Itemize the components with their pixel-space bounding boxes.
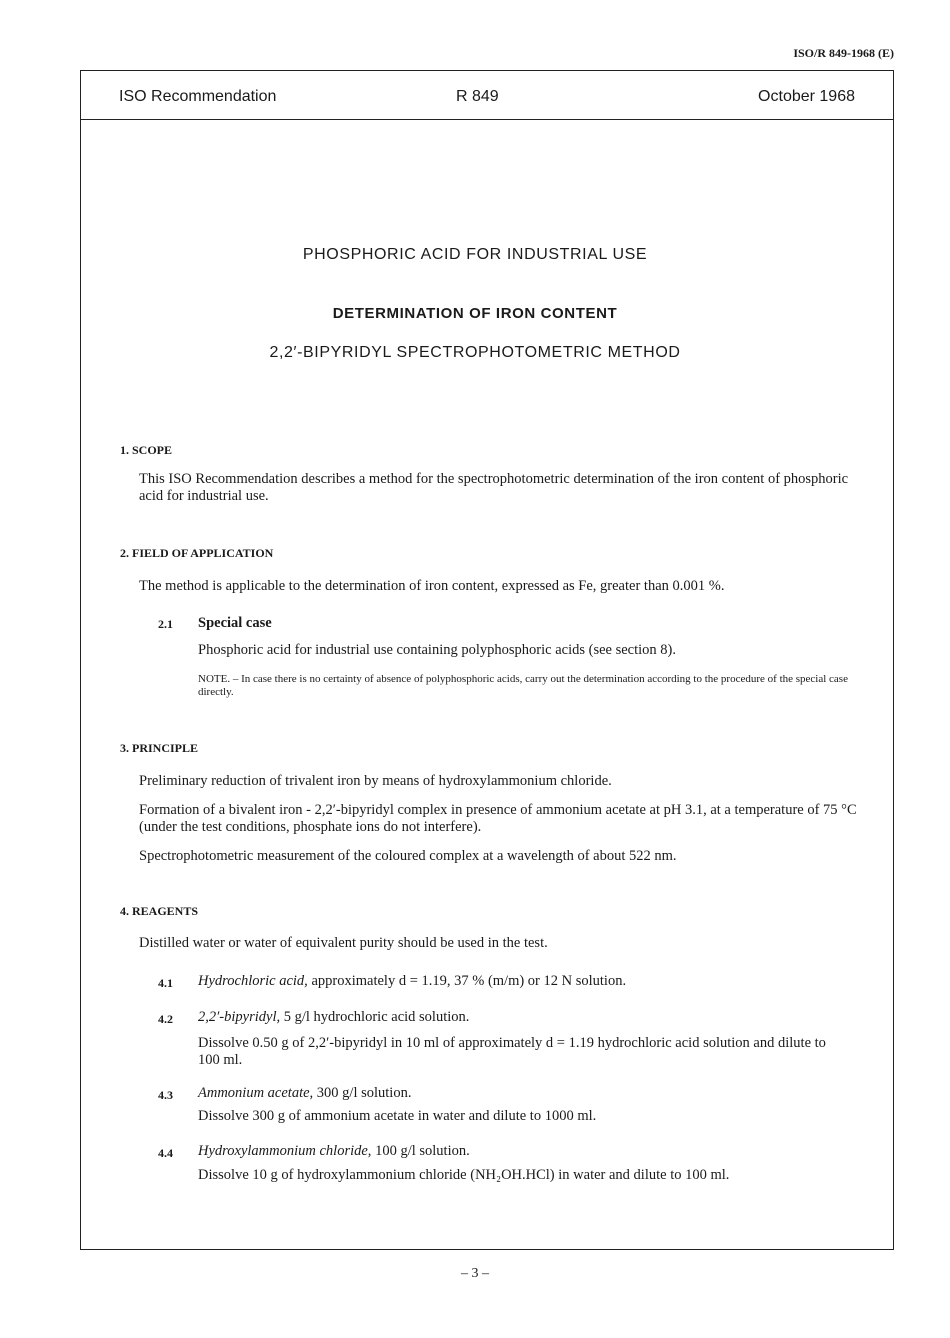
reagent-4-1-spec: approximately d = 1.19, 37 % (m/m) or 12 N solution. bbox=[307, 973, 627, 989]
header-left: ISO Recommendation bbox=[119, 88, 277, 105]
header-divider bbox=[81, 119, 893, 120]
reagent-4-2-number: 4.2 bbox=[158, 1012, 173, 1026]
reagent-4-2-description: Dissolve 0.50 g of 2,2′-bipyridyl in 10 ml of approximately d = 1.19 hydrochloric acid solution and dilute to 100 ml. bbox=[198, 1035, 826, 1068]
section-1-heading: 1. SCOPE bbox=[120, 443, 173, 457]
subsection-2-1-number: 2.1 bbox=[158, 617, 173, 631]
reagent-4-4-description: Dissolve 10 g of hydroxylammonium chloride (NH₂OH.HCl) in water and dilute to 100 ml. bbox=[198, 1167, 730, 1183]
section-1-text: This ISO Recommendation describes a method for the spectrophotometric determination of the iron content of phosphoric acid for industrial use. bbox=[139, 471, 849, 504]
header-right: October 1968 bbox=[758, 88, 855, 105]
main-title: PHOSPHORIC ACID FOR INDUSTRIAL USE bbox=[302, 246, 648, 263]
section-2-text: The method is applicable to the determination of iron content, expressed as Fe, greater than 0.001 %. bbox=[139, 578, 725, 594]
reagent-4-1-number: 4.1 bbox=[158, 976, 173, 990]
reagent-4-3-spec: 300 g/l solution. bbox=[313, 1085, 412, 1101]
reagent-4-3-number: 4.3 bbox=[158, 1088, 173, 1102]
section-3-heading: 3. PRINCIPLE bbox=[120, 741, 199, 755]
reagent-4-3-name: Ammonium acetate, bbox=[198, 1085, 314, 1101]
reagent-4-3-description: Dissolve 300 g of ammonium acetate in water and dilute to 1000 ml. bbox=[198, 1108, 597, 1124]
reagent-4-2 bbox=[198, 1009, 848, 1026]
section-4-heading: 4. REAGENTS bbox=[120, 904, 199, 918]
reagent-4-4-spec: 100 g/l solution. bbox=[371, 1143, 470, 1159]
reagent-4-2-spec: 5 g/l hydrochloric acid solution. bbox=[280, 1009, 470, 1025]
reagent-4-1-name: Hydrochloric acid, bbox=[198, 973, 308, 989]
subtitle: DETERMINATION OF IRON CONTENT bbox=[332, 305, 618, 322]
reagent-4-4 bbox=[198, 1143, 848, 1160]
principle-step-2: Formation of a bivalent iron - 2,2′-bipyridyl complex in presence of ammonium acetate at pH 3.1, at a temperature of 75 °C (under the test conditions, phosphate ions do not interfere). bbox=[139, 802, 857, 835]
document-code: ISO/R 849-1968 (E) bbox=[793, 46, 894, 60]
subsection-2-1-title: Special case bbox=[198, 615, 272, 631]
reagent-4-3 bbox=[198, 1085, 848, 1102]
reagent-4-4-number: 4.4 bbox=[158, 1146, 173, 1160]
header-center: R 849 bbox=[456, 88, 499, 105]
reagent-4-1 bbox=[198, 973, 848, 990]
reagents-intro: Distilled water or water of equivalent purity should be used in the test. bbox=[139, 935, 548, 951]
note: NOTE. – In case there is no certainty of absence of polyphosphoric acids, carry out the determination according to the procedure of the special case directly. bbox=[198, 673, 848, 698]
reagent-4-2-name: 2,2′-bipyridyl, bbox=[198, 1009, 281, 1025]
method-title: 2,2′-BIPYRIDYL SPECTROPHOTOMETRIC METHOD bbox=[269, 344, 681, 361]
principle-step-3: Spectrophotometric measurement of the coloured complex at a wavelength of about 522 nm. bbox=[139, 848, 677, 864]
page-number: – 3 – bbox=[461, 1266, 489, 1281]
reagent-4-4-name: Hydroxylammonium chloride, bbox=[198, 1143, 372, 1159]
principle-step-1: Preliminary reduction of trivalent iron by means of hydroxylammonium chloride. bbox=[139, 773, 612, 789]
subsection-2-1-text: Phosphoric acid for industrial use containing polyphosphoric acids (see section 8). bbox=[198, 642, 676, 658]
section-2-heading: 2. FIELD OF APPLICATION bbox=[120, 546, 274, 560]
